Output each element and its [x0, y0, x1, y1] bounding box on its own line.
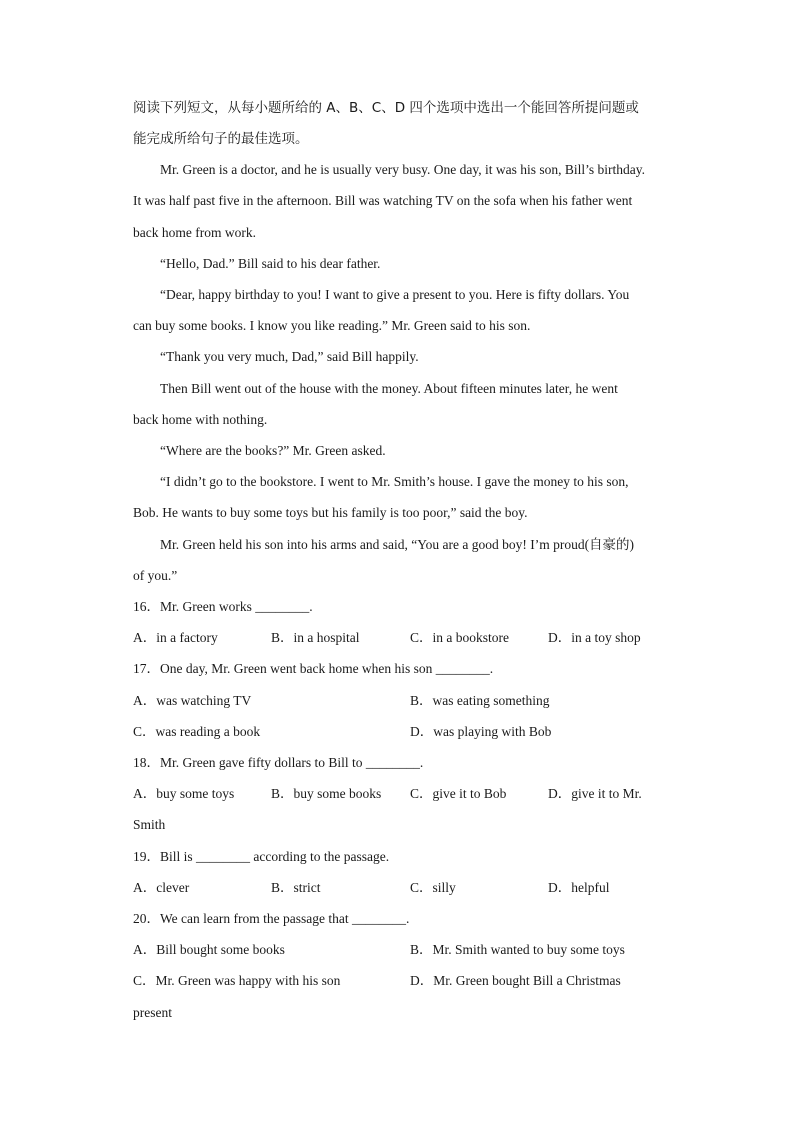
q16-option-d: D．in a toy shop	[548, 630, 641, 645]
passage-line: Mr. Green held his son into his arms and said, “You are a good boy! I’m proud(自豪的)	[160, 537, 635, 552]
passage-line: “Hello, Dad.” Bill said to his dear father.	[160, 256, 381, 271]
q19-option-b: B．strict	[271, 880, 321, 895]
q16-option-a: A．in a factory	[133, 630, 218, 645]
passage-line: back home from work.	[133, 225, 256, 240]
passage-line: “I didn’t go to the bookstore. I went to Mr. Smith’s house. I gave the money to his son,	[160, 474, 629, 489]
passage-line: of you.”	[133, 568, 178, 583]
question-20-stem: 20．We can learn from the passage that ________.	[133, 911, 410, 926]
q20-option-b: B．Mr. Smith wanted to buy some toys	[410, 942, 625, 957]
q16-option-b: B．in a hospital	[271, 630, 360, 645]
q18-option-a: A．buy some toys	[133, 786, 235, 801]
passage-line: can buy some books. I know you like reading.” Mr. Green said to his son.	[133, 318, 531, 333]
instruction-line-1: 阅读下列短文，从每小题所给的 A、B、C、D 四个选项中选出一个能回答所提问题或	[133, 100, 639, 116]
q20-option-c: C．Mr. Green was happy with his son	[133, 973, 341, 988]
instruction-line-2: 能完成所给句子的最佳选项。	[133, 131, 309, 147]
q17-option-c: C．was reading a book	[133, 724, 261, 739]
passage-line: Then Bill went out of the house with the money. About fifteen minutes later, he went	[160, 381, 618, 396]
passage-line: “Dear, happy birthday to you! I want to give a present to you. Here is fifty dollars. You	[160, 287, 630, 302]
q17-option-b: B．was eating something	[410, 693, 550, 708]
q17-option-d: D．was playing with Bob	[410, 724, 552, 739]
q19-option-c: C．silly	[410, 880, 456, 895]
passage-line: “Where are the books?” Mr. Green asked.	[160, 443, 386, 458]
q18-option-d-continuation: Smith	[133, 817, 166, 832]
passage-line: It was half past five in the afternoon. Bill was watching TV on the sofa when his father went	[133, 193, 633, 208]
question-18-stem: 18．Mr. Green gave fifty dollars to Bill to ________.	[133, 755, 424, 770]
q18-option-d: D．give it to Mr.	[548, 786, 642, 801]
q20-option-a: A．Bill bought some books	[133, 942, 285, 957]
q20-option-d: D．Mr. Green bought Bill a Christmas	[410, 973, 621, 988]
question-19-stem: 19．Bill is ________ according to the passage.	[133, 849, 390, 864]
q18-option-b: B．buy some books	[271, 786, 382, 801]
passage-line: “Thank you very much, Dad,” said Bill happily.	[160, 349, 419, 364]
q20-option-d-continuation: present	[133, 1005, 172, 1020]
passage-line: Mr. Green is a doctor, and he is usually very busy. One day, it was his son, Bill’s birthday.	[160, 162, 646, 177]
question-16-stem: 16．Mr. Green works ________.	[133, 599, 313, 614]
q19-option-a: A．clever	[133, 880, 190, 895]
q18-option-c: C．give it to Bob	[410, 786, 507, 801]
passage-line: back home with nothing.	[133, 412, 268, 427]
question-17-stem: 17．One day, Mr. Green went back home when his son ________.	[133, 661, 494, 676]
q16-option-c: C．in a bookstore	[410, 630, 509, 645]
q17-option-a: A．was watching TV	[133, 693, 252, 708]
passage-line: Bob. He wants to buy some toys but his family is too poor,” said the boy.	[133, 505, 528, 520]
q19-option-d: D．helpful	[548, 880, 610, 895]
